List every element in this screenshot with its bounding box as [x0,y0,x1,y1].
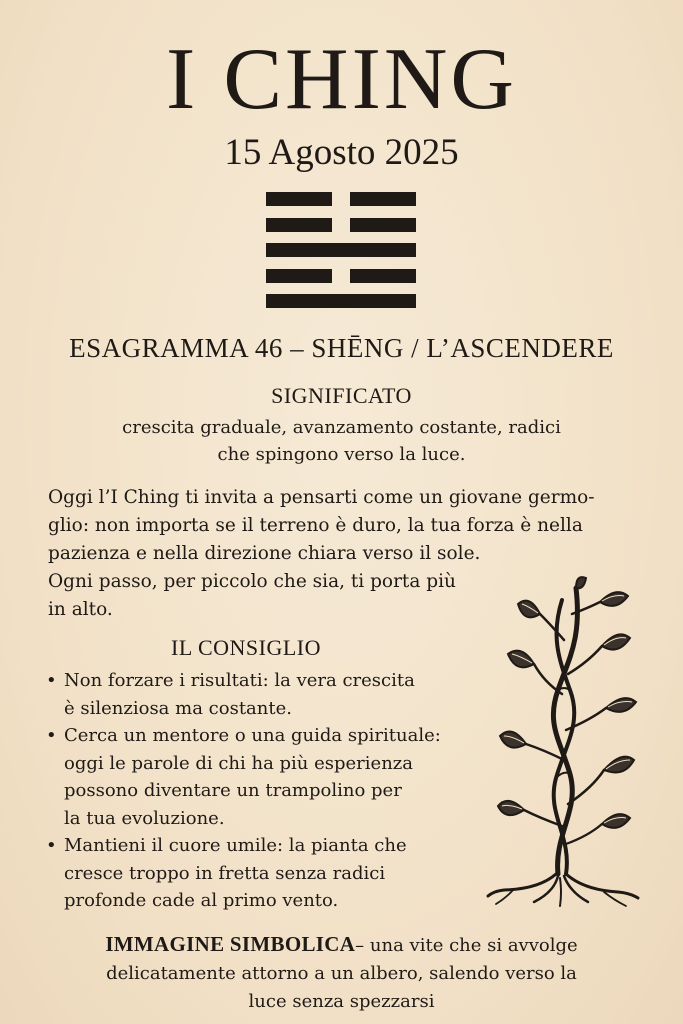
consiglio-item [44,667,484,722]
paragraph-line: pazienza e nella direzione chiara verso il sole. [48,543,481,564]
line-segment [266,269,332,283]
immagine-line: delicatamente attorno a un albero, salendo verso la [106,963,577,984]
significato-line: che spingono verso la luce. [217,444,466,465]
immagine-line: – una vite che si avvolge [355,935,578,956]
bullet-icon: • [46,835,57,856]
solid-line [266,243,416,257]
paragraph-line: Oggi l’I Ching ti invita a pensarti come un giovane germo- [48,487,595,508]
paragraph-line: Ogni passo, per piccolo che sia, ti porta più [48,571,456,592]
page-title: I CHING [166,31,517,128]
paragraph-line: glio: non importa se il terreno è duro, la tua forza è nella [48,515,583,536]
solid-line [266,294,416,308]
broken-line [266,269,416,283]
consiglio-line: oggi le parole di chi ha più esperienza [64,752,413,774]
significato-text [90,414,593,468]
broken-line [266,192,416,206]
line-segment [350,192,416,206]
date-label: 15 Agosto 2025 [224,132,459,173]
consiglio-line: cresce troppo in fretta senza radici [64,862,386,884]
line-segment [266,294,416,308]
consiglio-list [44,667,484,915]
significato-title: SIGNIFICATO [271,383,412,408]
consiglio-item [44,832,484,915]
consiglio-item [44,722,484,832]
immagine-label: IMMAGINE SIMBOLICA [105,932,356,956]
line-segment [350,269,416,283]
consiglio-line: Mantieni il cuore umile: la pianta che [64,835,407,856]
immagine-line: luce senza spezzarsi [248,991,435,1012]
hexagram-46-icon [266,192,416,308]
consiglio-line: Cerca un mentore o una guida spirituale: [64,725,441,746]
hexagram-heading: ESAGRAMMA 46 – SHĒNG / L’ASCENDERE [69,333,614,363]
line-segment [266,218,332,232]
consiglio-line: è silenziosa ma costante. [64,697,292,719]
immagine-simbolica [40,930,643,1016]
paragraph-line: in alto. [48,599,113,620]
line-segment [350,218,416,232]
broken-line [266,218,416,232]
consiglio-line: la tua evoluzione. [64,807,225,829]
consiglio-line: Non forzare i risultati: la vera crescita [64,670,415,691]
consiglio-title: IL CONSIGLIO [171,635,321,660]
line-segment [266,192,332,206]
bullet-icon: • [46,725,57,746]
consiglio-line: possono diventare un trampolino per [64,780,402,801]
consiglio-line: profonde cade al primo vento. [64,890,339,911]
significato-line: crescita graduale, avanzamento costante, radici [122,417,561,438]
vine-plant-icon [484,574,644,910]
line-segment [266,243,416,257]
bullet-icon: • [46,670,57,691]
